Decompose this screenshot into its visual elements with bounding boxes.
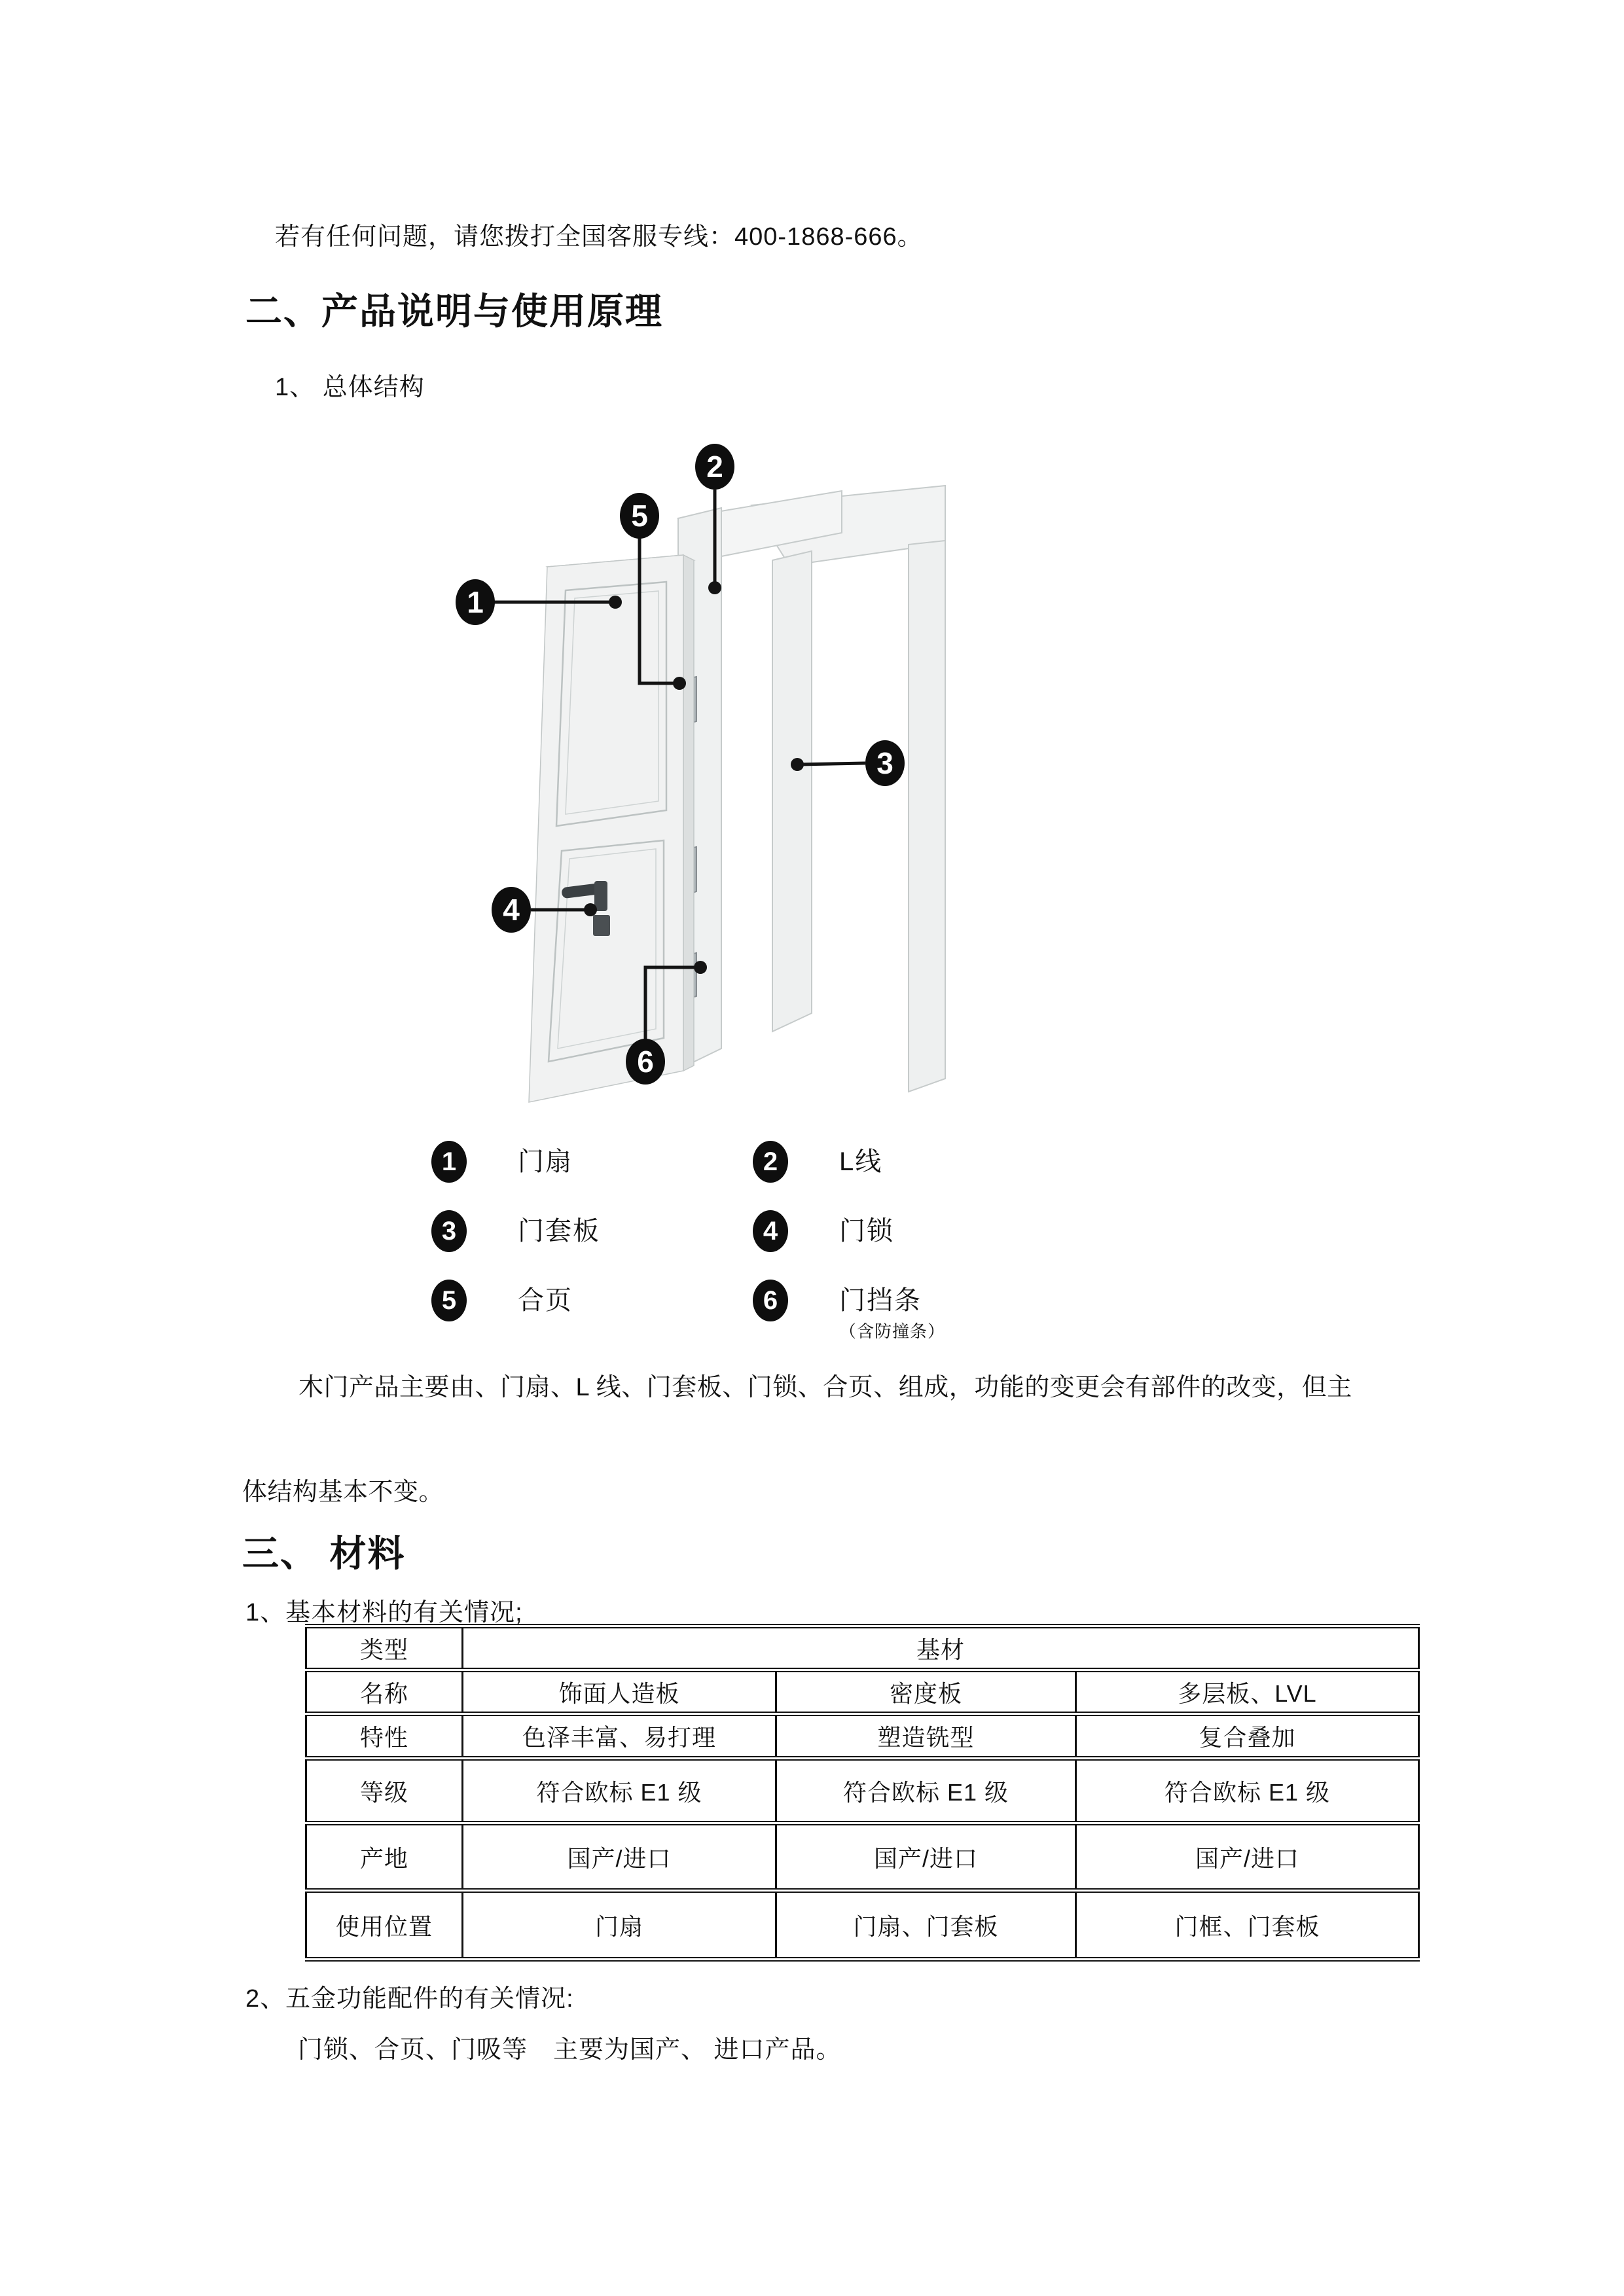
table-cell: 国产/进口 <box>463 1823 776 1891</box>
legend-item-hinge <box>431 1280 573 1321</box>
table-cell: 复合叠加 <box>1076 1714 1419 1759</box>
table-cell: 门扇、门套板 <box>776 1891 1076 1960</box>
materials-table <box>305 1624 1420 1962</box>
table-cell: 符合欧标 E1 级 <box>776 1759 1076 1823</box>
materials-subsection-2: 2、五金功能配件的有关情况: <box>245 1985 574 2013</box>
structure-paragraph-line-2: 体结构基本不变。 <box>242 1479 444 1506</box>
row-label: 产地 <box>306 1823 463 1891</box>
row-label: 特性 <box>306 1714 463 1759</box>
door-structure-diagram <box>393 425 982 1113</box>
table-header-label: 类型 <box>306 1626 463 1670</box>
table-row-origin <box>306 1823 1419 1891</box>
legend-5-label: 合页 <box>518 1286 573 1315</box>
table-cell: 符合欧标 E1 级 <box>463 1759 776 1823</box>
table-cell: 门框、门套板 <box>1076 1891 1419 1960</box>
table-header-value: 基材 <box>463 1626 1419 1670</box>
table-row-feature <box>306 1714 1419 1759</box>
legend-5-badge: 5 <box>431 1280 467 1321</box>
customer-service-line: 若有任何问题，请您拨打全国客服专线：400-1868-666。 <box>275 223 923 251</box>
table-row-grade <box>306 1759 1419 1823</box>
table-row-name <box>306 1670 1419 1714</box>
structure-paragraph-line-1: 木门产品主要由、门扇、L 线、门套板、门锁、合页、组成，功能的变更会有部件的改变，但主 <box>298 1374 1352 1401</box>
row-label: 名称 <box>306 1670 463 1714</box>
table-cell: 塑造铣型 <box>776 1714 1076 1759</box>
table-cell: 国产/进口 <box>776 1823 1076 1891</box>
materials-subsection-1: 1、基本材料的有关情况; <box>245 1599 523 1626</box>
door-casing-panel-shape <box>751 486 945 1092</box>
legend-3-badge: 3 <box>431 1210 467 1252</box>
legend-4-badge: 4 <box>753 1210 788 1252</box>
section-2-heading: 二、产品说明与使用原理 <box>245 291 663 332</box>
legend-2-badge: 2 <box>753 1141 788 1183</box>
legend-item-door-lock <box>753 1210 894 1252</box>
callout-3-badge: 3 <box>865 740 905 786</box>
door-frame-shape <box>678 491 842 1069</box>
legend-3-label: 门套板 <box>518 1217 600 1246</box>
table-row-type <box>306 1626 1419 1670</box>
callout-5-badge: 5 <box>620 493 659 539</box>
row-label: 等级 <box>306 1759 463 1823</box>
door-leaf-shape <box>529 555 694 1102</box>
table-cell: 符合欧标 E1 级 <box>1076 1759 1419 1823</box>
legend-1-badge: 1 <box>431 1141 467 1183</box>
table-cell: 国产/进口 <box>1076 1823 1419 1891</box>
table-cell: 饰面人造板 <box>463 1670 776 1714</box>
legend-6-label <box>839 1280 945 1341</box>
callout-6-badge: 6 <box>626 1039 665 1085</box>
table-cell: 色泽丰富、易打理 <box>463 1714 776 1759</box>
legend-item-stop-strip <box>753 1280 945 1341</box>
legend-2-label: L线 <box>839 1147 883 1176</box>
legend-item-casing-panel <box>431 1210 600 1252</box>
callout-2-badge: 2 <box>695 444 734 490</box>
table-cell: 门扇 <box>463 1891 776 1960</box>
legend-1-label: 门扇 <box>518 1147 573 1176</box>
row-label: 使用位置 <box>306 1891 463 1960</box>
legend-item-l-line <box>753 1141 882 1183</box>
table-cell: 密度板 <box>776 1670 1076 1714</box>
legend-6-text: 门挡条 <box>839 1286 922 1315</box>
subsection-overall-structure: 1、 总体结构 <box>275 374 425 401</box>
table-cell: 多层板、LVL <box>1076 1670 1419 1714</box>
legend-item-door-leaf <box>431 1141 573 1183</box>
legend-6-badge: 6 <box>753 1280 788 1321</box>
table-row-position <box>306 1891 1419 1960</box>
hardware-note: 门锁、合页、门吸等 主要为国产、 进口产品。 <box>298 2036 842 2064</box>
legend-6-subnote: （含防撞条） <box>839 1321 946 1341</box>
legend-4-label: 门锁 <box>839 1217 894 1246</box>
section-3-heading: 三、 材料 <box>242 1533 406 1574</box>
callout-4-badge: 4 <box>492 887 531 933</box>
callout-1-badge: 1 <box>456 579 495 625</box>
